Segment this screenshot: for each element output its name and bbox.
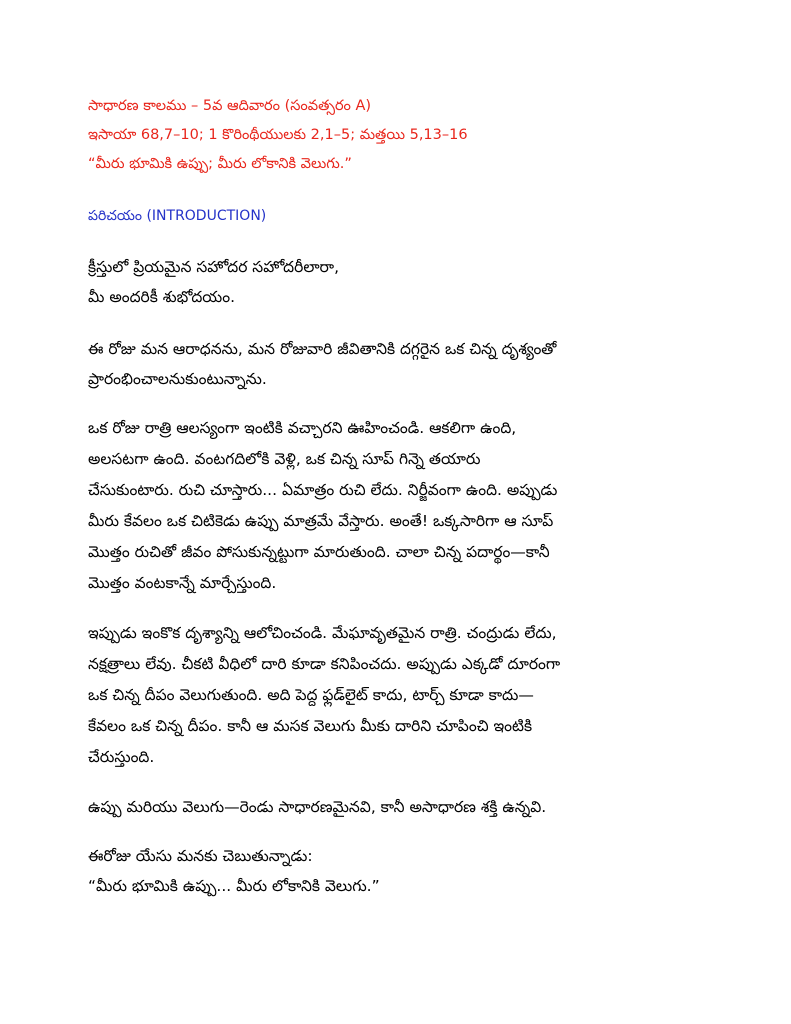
paragraph-line: ఇప్పుడు ఇంకొక దృశ్యాన్ని ఆలోచించండి. మేఘావృతమైన రాత్రి. చంద్రుడు లేదు, <box>88 624 557 642</box>
paragraph-line: ఒక రోజు రాత్రి ఆలస్యంగా ఇంటికి వచ్చారని ఊహించండి. ఆకలిగా ఉంది, <box>88 419 517 437</box>
paragraph-line: ఈ రోజు మన ఆరాధనను, మన రోజువారి జీవితానికి దగ్గరైన ఒక చిన్న దృశ్యంతో <box>88 340 557 358</box>
scripture-readings: ఇసాయా 68,7–10; 1 కొరింథీయులకు 2,1–5; మత్తయి 5,13–16 <box>88 127 468 143</box>
paragraph-line: ఈరోజు యేసు మనకు చెబుతున్నాడు: <box>88 847 313 865</box>
greeting-line: మీ అందరికీ శుభోదయం. <box>88 288 236 306</box>
sunday-title: సాధారణ కాలము – 5వ ఆదివారం (సంవత్సరం A) <box>88 98 372 114</box>
closing-quote: “మీరు భూమికి ఉప్పు... మీరు లోకానికి వెలుగు.” <box>88 877 380 895</box>
paragraph-line: మీరు కేవలం ఒక చిటికెడు ఉప్పు మాత్రమే వేస్తారు. అంతే! ఒక్కసారిగా ఆ సూప్ <box>88 512 554 530</box>
paragraph-line: అలసటగా ఉంది. వంటగదిలోకి వెళ్లి, ఒక చిన్న సూప్ గిన్నె తయారు <box>88 450 481 468</box>
paragraph-line: ప్రారంభించాలనుకుంటున్నాను. <box>88 370 267 388</box>
paragraph-line: ఉప్పు మరియు వెలుగు—రెండు సాధారణమైనవి, కానీ అసాధారణ శక్తి ఉన్నవి. <box>88 798 547 816</box>
greeting-line: క్రీస్తులో ప్రియమైన సహోదర సహోదరీలారా, <box>88 258 340 276</box>
paragraph-line: చేరుస్తుంది. <box>88 748 155 766</box>
paragraph-line: ఒక చిన్న దీపం వెలుగుతుంది. అది పెద్ద ఫ్లడ్‌లైట్ కాదు, టార్చ్ కూడా కాదు— <box>88 686 534 704</box>
paragraph-line: మొత్తం వంటకాన్నే మార్చేస్తుంది. <box>88 574 277 592</box>
paragraph-line: నక్షత్రాలు లేవు. చీకటి వీధిలో దారి కూడా కనిపించదు. అప్పుడు ఎక్కడో దూరంగా <box>88 655 561 673</box>
paragraph-line: చేసుకుంటారు. రుచి చూస్తారు... ఏమాత్రం రుచి లేదు. నిర్జీవంగా ఉంది. అప్పుడు <box>88 481 558 499</box>
section-heading: పరిచయం (INTRODUCTION) <box>88 208 267 224</box>
paragraph-line: మొత్తం రుచితో జీవం పోసుకున్నట్టుగా మారుతుంది. చాలా చిన్న పదార్థం—కానీ <box>88 543 550 561</box>
theme-quote: “మీరు భూమికి ఉప్పు; మీరు లోకానికి వెలుగు.” <box>88 156 352 172</box>
paragraph-line: కేవలం ఒక చిన్న దీపం. కానీ ఆ మసక వెలుగు మీకు దారిని చూపించి ఇంటికి <box>88 717 533 735</box>
